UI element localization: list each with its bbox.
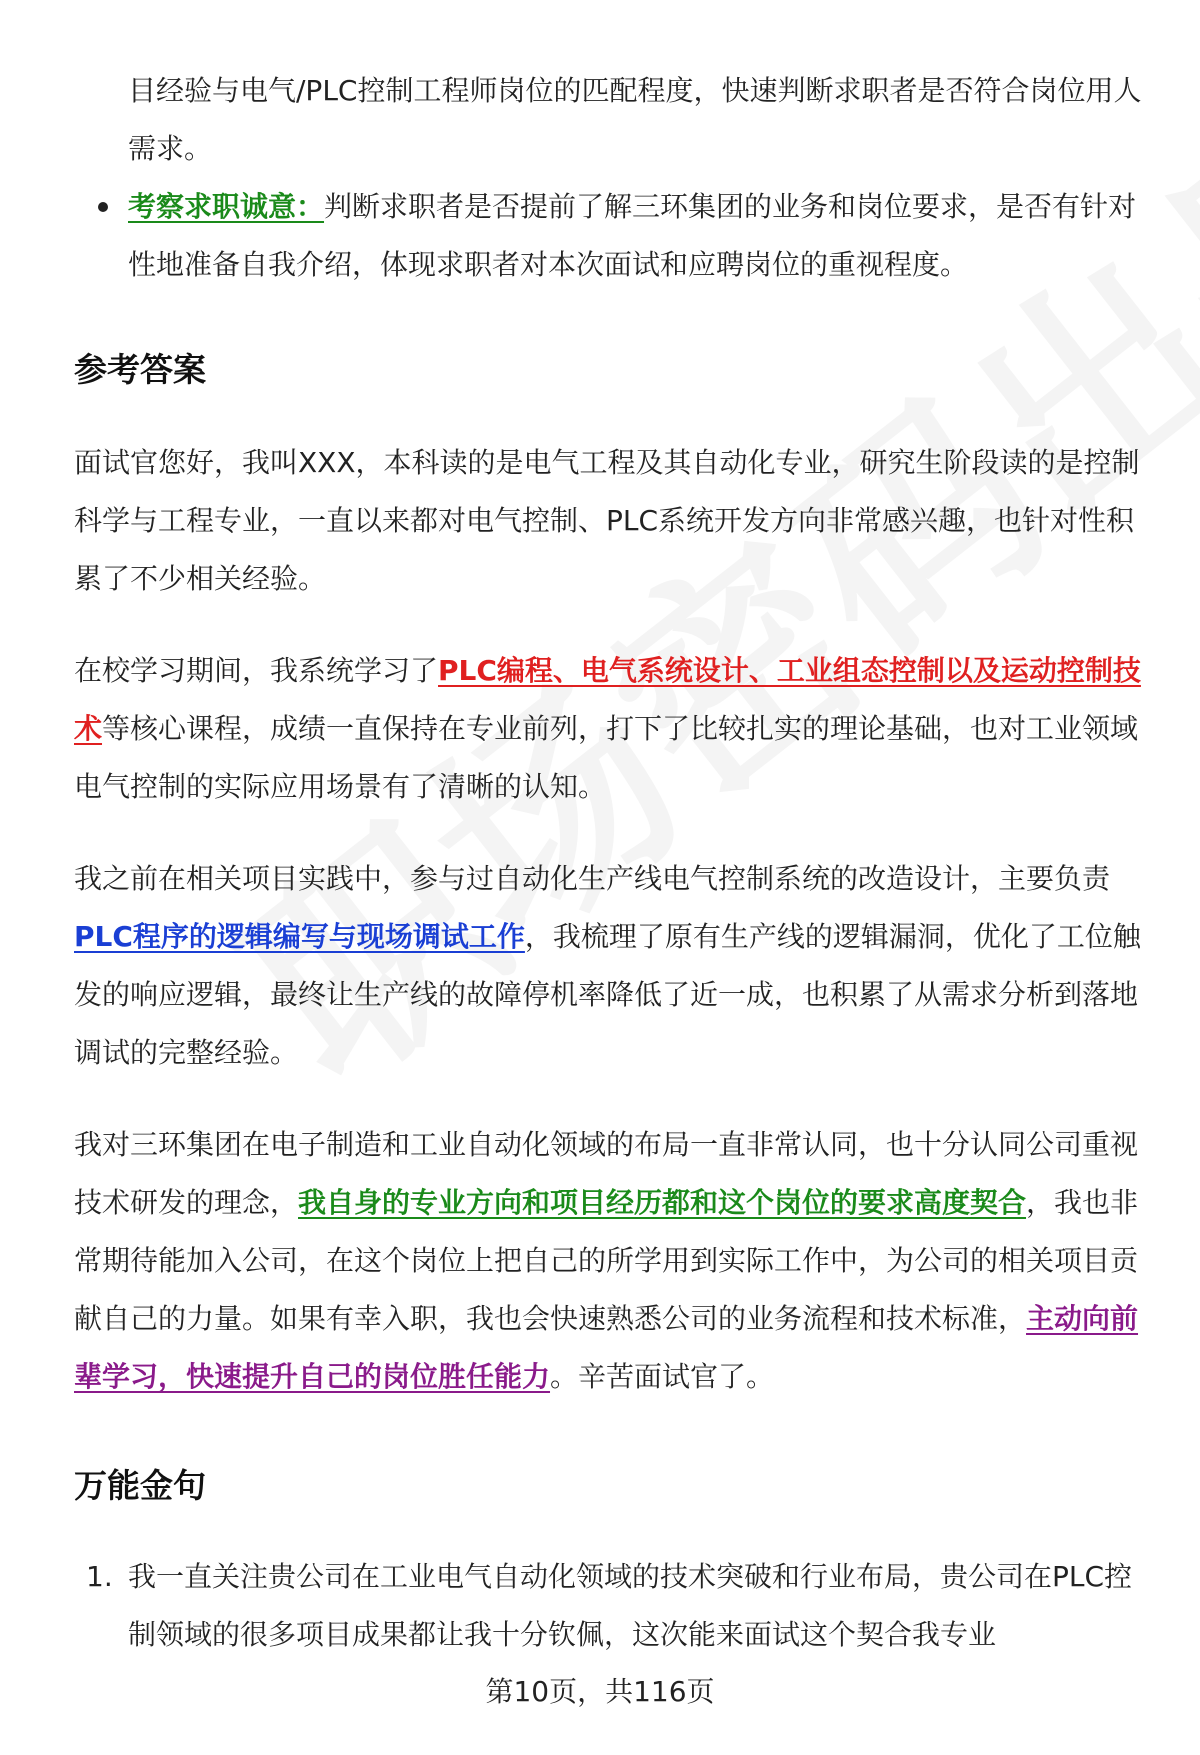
- highlight-red: PLC编程、电气系统设计、工业组态控制以及运动控制技术: [74, 654, 1141, 745]
- paragraph-text: 。辛苦面试官了。: [550, 1360, 775, 1393]
- list-item: [74, 1548, 1144, 1664]
- paragraph-text: ，我也非常期待能加入公司，在这个岗位上把自己的所学用到实际工作中，为公司的相关项目贡献自己的力量。如果有幸入职，我也会快速熟悉公司的业务流程和技术标准，: [74, 1186, 1139, 1335]
- bullet-dot-icon: [98, 202, 108, 212]
- answer-paragraph-3: [74, 850, 1144, 1082]
- answer-paragraph-1: 面试官您好，我叫XXX，本科读的是电气工程及其自动化专业，研究生阶段读的是控制科学与工程专业，一直以来都对电气控制、PLC系统开发方向非常感兴趣，也针对性积累了不少相关经验。: [74, 446, 1140, 595]
- page-content: [74, 62, 1144, 1664]
- golden-sentence-list: [74, 1548, 1144, 1664]
- bullet-list: [74, 178, 1144, 294]
- list-item-text: 我一直关注贵公司在工业电气自动化领域的技术突破和行业布局，贵公司在PLC控制领域的很多项目成果都让我十分钦佩，这次能来面试这个契合我专业: [128, 1560, 1133, 1651]
- paragraph-text: 在校学习期间，我系统学习了: [74, 654, 439, 687]
- answer-paragraph-2: [74, 642, 1144, 816]
- paragraph-text: 我之前在相关项目实践中，参与过自动化生产线电气控制系统的改造设计，主要负责: [74, 862, 1111, 895]
- highlight-green: 我自身的专业方向和项目经历都和这个岗位的要求高度契合: [298, 1186, 1027, 1219]
- page-footer: 第10页，共116页: [485, 1675, 715, 1708]
- paragraph-text: ，我梳理了原有生产线的逻辑漏洞，优化了工位触发的响应逻辑，最终让生产线的故障停机率降低了近一成，也积累了从需求分析到落地调试的完整经验。: [74, 920, 1141, 1069]
- section-heading-golden: 万能金句: [74, 1466, 206, 1505]
- paragraph-text: 我对三环集团在电子制造和工业自动化领域的布局一直非常认同，也十分认同公司重视技术研发的理念，: [74, 1128, 1139, 1219]
- answer-paragraph-4: [74, 1116, 1144, 1406]
- highlight-purple: 主动向前辈学习，快速提升自己的岗位胜任能力: [74, 1302, 1139, 1393]
- bullet-item: [74, 178, 1144, 294]
- highlight-blue: PLC程序的逻辑编写与现场调试工作: [74, 920, 525, 953]
- bullet-text: 判断求职者是否提前了解三环集团的业务和岗位要求，是否有针对性地准备自我介绍，体现求职者对本次面试和应聘岗位的重视程度。: [128, 190, 1137, 281]
- continuation-text: 目经验与电气/PLC控制工程师岗位的匹配程度，快速判断求职者是否符合岗位用人需求。: [128, 74, 1142, 165]
- paragraph-text: 等核心课程，成绩一直保持在专业前列，打下了比较扎实的理论基础，也对工业领域电气控制的实际应用场景有了清晰的认知。: [74, 712, 1139, 803]
- bullet-label: 考察求职诚意：: [128, 190, 325, 223]
- list-number: 1.: [86, 1560, 113, 1593]
- section-heading-reference: 参考答案: [74, 350, 206, 389]
